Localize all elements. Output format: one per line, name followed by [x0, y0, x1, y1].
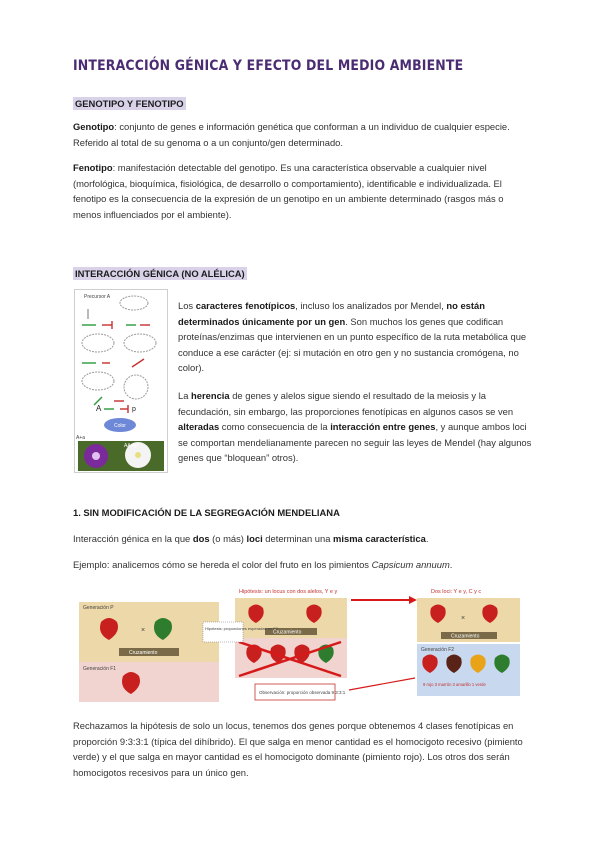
svg-text:×: ×: [461, 615, 466, 622]
svg-text:×: ×: [141, 627, 146, 634]
middle-panel: [203, 589, 347, 700]
paragraph-ejemplo: Ejemplo: analicemos cómo se hereda el color del fruto en los pimientos Capsicum annuum.: [73, 559, 453, 570]
gene-a-label: A: [96, 404, 102, 413]
svg-text:Observación: proporción observ: Observación: proporción observada 9:3:3:1: [259, 690, 346, 695]
pathway-figure: [74, 289, 168, 473]
definition-fenotipo: : manifestación detectable del genotipo. Es una característica observable a cualquier nivel (morfológica, bioquímica, fisiológica, de desarrollo o comportamiento), identificable e individualizada. El fenotipo es la consecuencia de la expresión de un genotipo en un ambiente determinado (rasgos más o menos influenciados por el ambiente).: [73, 162, 504, 220]
pepper-figure: [79, 586, 520, 704]
svg-text:Hipótesis: proporciones espera: Hipótesis: proporciones esperadas en F2: [205, 626, 278, 631]
paragraph-genotipo: [73, 119, 533, 150]
term-genotipo: Genotipo: [73, 121, 115, 132]
section-heading-genotipo-fenotipo: GENOTIPO Y FENOTIPO: [75, 98, 184, 109]
right-panel: [417, 589, 520, 696]
svg-text:Hipótesis: un locus con dos al: Hipótesis: un locus con dos alelos, Y e y: [239, 589, 338, 595]
section-heading-sin-modificacion: 1. SIN MODIFICACIÓN DE LA SEGREGACIÓN MENDELIANA: [73, 507, 340, 518]
section-heading-interaccion-genica: INTERACCIÓN GÉNICA (NO ALÉLICA): [75, 268, 245, 279]
svg-text:Cruzamiento: Cruzamiento: [273, 629, 302, 636]
paragraph-interaccion-dos-loci: Interacción génica en la que dos (o más) loci determinan una misma característica.: [73, 533, 429, 544]
gene-p-label: p: [132, 406, 136, 413]
color-label: Color: [114, 423, 126, 429]
paragraph-herencia: La herencia de genes y alelos sigue siendo el resultado de la meiosis y la fecundación, sin embargo, las proporciones fenotípicas en algunos casos se ven alteradas como consecuencia de la interacción entre genes, y aunque ambos loci se comportan mendelianamente parecen no seguir las leyes de Mendel (hay algunos genes que “bloquean” otros).: [178, 390, 532, 463]
pathway-top-label: Precursor A: [84, 294, 111, 300]
svg-text:Generación F2: Generación F2: [421, 647, 455, 653]
paragraph-conclusion: Rechazamos la hipótesis de solo un locus, tenemos dos genes porque obtenemos 4 clases fenotípicas en proporción 9:3:3:1 (típica del dihíbrido). El que salga en menor cantidad es el homocigoto recesivo (pimiento verde) y el que salga en mayor cantidad es el homocigoto dominante (pimiento rojo). Los otros dos serán homocigotos recesivos para un único gen.: [73, 720, 523, 778]
svg-text:9 rojo 3 marrón 3 amarillo: 9 rojo 3 marrón 3 amarillo 1 verde: [423, 682, 486, 687]
svg-text:Generación F1: Generación F1: [83, 666, 117, 672]
paragraph-fenotipo: [73, 160, 533, 222]
svg-text:Cruzamiento: Cruzamiento: [451, 633, 480, 640]
document-title: INTERACCIÓN GÉNICA Y EFECTO DEL MEDIO AMBIENTE: [73, 58, 464, 74]
definition-genotipo: : conjunto de genes e información genética que conforman a un individuo de cualquier especie. Referido al total de su genoma o a un conjunto/gen determinado.: [73, 121, 510, 148]
svg-text:Generación P: Generación P: [83, 605, 114, 611]
side-label: A+a: [76, 435, 86, 441]
photo-label: AA Ap: [124, 443, 138, 449]
svg-text:Cruzamiento: Cruzamiento: [129, 650, 158, 656]
paragraph-caracteres: Los caracteres fenotípicos, incluso los analizados por Mendel, no están determinados únicamente por un gen. Son muchos los genes que codifican proteínas/enzimas que intervienen en un punto específico de la ruta metabólica que conduce a ese carácter (ej: si mutación en otro gen y no sustancia cromógena, no color).: [178, 300, 527, 373]
svg-text:Dos loci: Y e y, C y c: Dos loci: Y e y, C y c: [431, 589, 482, 595]
term-fenotipo: Fenotipo: [73, 162, 113, 173]
left-panel: [79, 602, 219, 702]
